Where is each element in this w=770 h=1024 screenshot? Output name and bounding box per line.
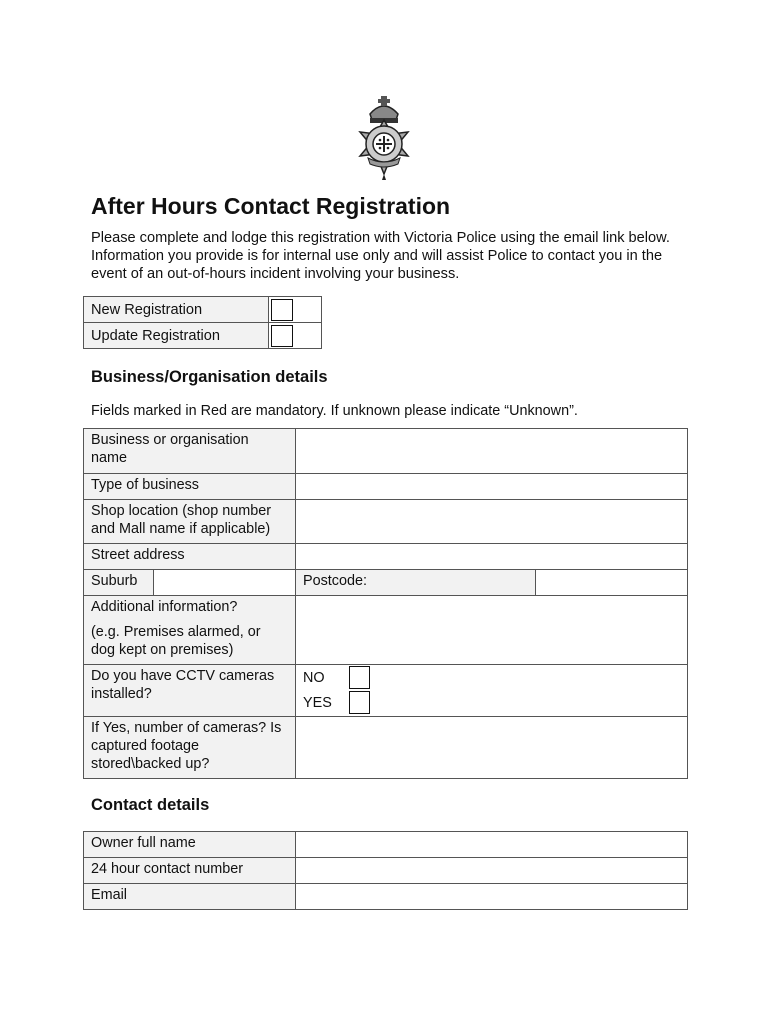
additional-info-field[interactable] (296, 596, 688, 665)
cctv-label: Do you have CCTV cameras installed? (84, 665, 296, 717)
cameras-label: If Yes, number of cameras? Is captured footage stored\backed up? (84, 717, 296, 779)
street-address-label: Street address (84, 544, 296, 570)
business-name-field[interactable] (296, 429, 688, 474)
cameras-field[interactable] (296, 717, 688, 779)
victoria-police-badge-logo (348, 94, 420, 182)
cctv-no-label: NO (303, 669, 325, 686)
cctv-yes-option (303, 690, 680, 715)
suburb-field[interactable] (154, 570, 296, 596)
cctv-no-option (303, 665, 680, 690)
update-registration-label: Update Registration (84, 323, 269, 349)
contact-section-heading: Contact details (91, 796, 210, 814)
shop-location-field[interactable] (296, 500, 688, 544)
suburb-label: Suburb (84, 570, 154, 596)
contact-details-table (83, 831, 688, 910)
business-name-label: Business or organisation name (84, 429, 296, 474)
new-registration-label: New Registration (84, 297, 269, 323)
registration-type-table (83, 296, 322, 349)
intro-paragraph: Please complete and lodge this registration with Victoria Police using the email link below. Information you provide is for internal use only and will assist Police to contact you in the event of an out-of-hours incident involving your business. (91, 230, 670, 282)
owner-name-label: Owner full name (84, 832, 296, 858)
email-field[interactable] (296, 884, 688, 910)
update-registration-checkbox[interactable] (271, 325, 293, 347)
new-registration-checkbox[interactable] (271, 299, 293, 321)
street-address-field[interactable] (296, 544, 688, 570)
new-registration-cell (269, 297, 322, 323)
contact-number-field[interactable] (296, 858, 688, 884)
contact-number-label: 24 hour contact number (84, 858, 296, 884)
business-section-heading: Business/Organisation details (91, 368, 328, 386)
business-details-table (83, 428, 688, 779)
mandatory-fields-note: Fields marked in Red are mandatory. If unknown please indicate “Unknown”. (91, 403, 578, 419)
owner-name-field[interactable] (296, 832, 688, 858)
update-registration-cell (269, 323, 322, 349)
postcode-field[interactable] (536, 570, 688, 596)
business-type-label: Type of business (84, 474, 296, 500)
form-title: After Hours Contact Registration (91, 193, 451, 219)
cctv-options-cell (296, 665, 688, 717)
business-type-field[interactable] (296, 474, 688, 500)
additional-info-label-cell (84, 596, 296, 665)
email-label: Email (84, 884, 296, 910)
cctv-yes-checkbox[interactable] (349, 691, 370, 714)
additional-info-example: (e.g. Premises alarmed, or dog kept on premises) (91, 624, 261, 658)
additional-info-label: Additional information? (91, 599, 238, 615)
postcode-label: Postcode: (296, 570, 536, 596)
cctv-no-checkbox[interactable] (349, 666, 370, 689)
shop-location-label: Shop location (shop number and Mall name if applicable) (84, 500, 296, 544)
cctv-yes-label: YES (303, 694, 332, 711)
